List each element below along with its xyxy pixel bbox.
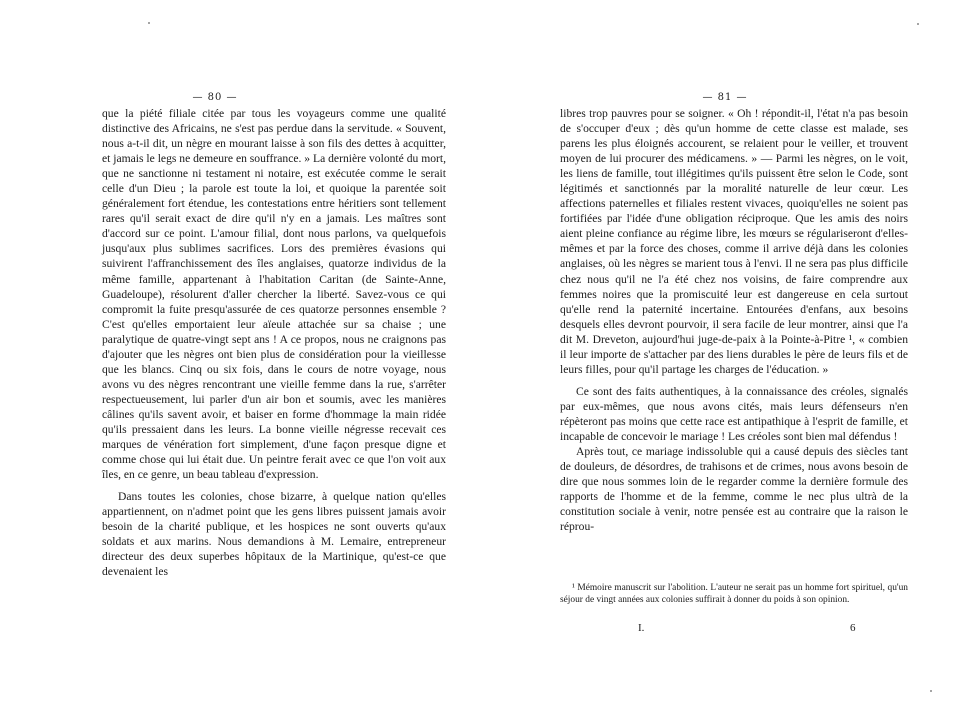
paper-speck [930, 690, 932, 692]
signature-mark: I. [638, 622, 645, 634]
footnote: ¹ Mémoire manuscrit sur l'abolition. L'auteur ne serait pas un homme fort spirituel, qu'un séjour de vingt années aux colonies suffirait à donner du poids à son opinion. [560, 583, 908, 605]
left-paragraph-2: Dans toutes les colonies, chose bizarre, à quelque nation qu'elles appartiennent, on n'admet point que les gens libres puissent jamais avoir besoin de la charité publique, et les hospices ne sont ouverts qu'aux soldats et aux marins. Nous demandions à M. Lemaire, entrepreneur directeur des deux superbes hôpitaux de la Martinique, qu'est-ce que devenaient les [102, 490, 446, 579]
right-page-body [560, 106, 908, 534]
page-number-right: — 81 — [702, 92, 748, 103]
sheet-number: 6 [850, 622, 856, 634]
paper-speck [148, 22, 150, 24]
page-number-left: — 80 — [192, 92, 238, 103]
left-page-body [102, 106, 446, 579]
right-paragraph-3: Après tout, ce mariage indissoluble qui a causé depuis des siècles tant de douleurs, de désordres, de trahisons et de crimes, nous avons besoin de dire que nous sommes loin de le regarder comme la dernière formule des rapports de l'homme et de la femme, comme le nec plus ultrà de la constitution sociale à venir, notre pensée est au contraire que la raison le réprou- [560, 445, 908, 534]
right-page [490, 0, 980, 722]
right-paragraph-1: libres trop pauvres pour se soigner. « Oh ! répondit-il, l'état n'a pas besoin de s'occuper d'eux ; dès qu'un homme de cette classe est malade, ses parens les plus éloignés accourent, se relaient pour le veiller, et trouvent moyen de lui procurer des médicamens. » — Parmi les nègres, on le voit, les liens de famille, tout illégitimes qu'ils puissent être selon le Code, sont légitimés et sanctionnés par la moralité naturelle de leur cœur. Les affections paternelles et filiales restent vivaces, quoiqu'elles ne soient pas fortifiées par l'idée d'une obligation réciproque. Que les amis des noirs aient pleine confiance au régime libre, les mœurs se régulariseront d'elles-mêmes et par la force des choses, comme il arrive déjà dans les colonies anglaises, où les nègres se marient tous à l'envi. Il ne sera pas plus difficile chez nous qu'il ne l'a été chez nos voisins, de faire comprendre aux femmes noires que la promiscuité leur est dangereuse en cela surtout qu'elle rend la paternité incertaine. Entourées d'enfans, aux besoins desquels elles devront pourvoir, il sera facile de leur montrer, ainsi que l'a dit M. Dreveton, aujourd'hui juge-de-paix à la Pointe-à-Pitre ¹, « combien il leur importe de s'attacher par des liens durables le père de leurs fils et de leurs filles, pour qu'il partage les charges de l'éducation. » [560, 107, 908, 376]
left-paragraph-1: que la piété filiale citée par tous les voyageurs comme une qualité distinctive des Africains, ne s'est pas perdue dans la servitude. « Souvent, nous a-t-il dit, un nègre en mourant laisse à son fils des dettes à acquitter, et jamais le legs ne demeure en souffrance. » La dernière volonté du mort, que ne sanctionne ni testament ni notaire, est exécutée comme le serait celle d'un Dieu ; la parole est toute la loi, et quoique la parentée soit généralement fort étendue, les contestations entre héritiers sont tellement rares qu'il serait exact de dire qu'il n'y en a jamais. Les maîtres sont d'accord sur ce point. L'amour filial, dont nous parlons, va quelquefois jusqu'aux plus sublimes sacrifices. Lors des premières évasions qui suivirent l'affranchissement des îles anglaises, quatorze individus de la même famille, appartenant à l'habitation Caritan (de Sainte-Anne, Guadeloupe), résolurent d'aller chercher la liberté. Savez-vous ce qui compromit la fuite presqu'assurée de ces quatorze personnes ensemble ? C'est qu'elles emportaient leur aïeule attachée sur sa chaise ; une paralytique de quatre-vingt sept ans ! A ce propos, nous ne craignons pas d'ajouter que les nègres ont bien plus de considération pour la vieillesse que les blancs. Cinq ou six fois, dans le cours de notre voyage, nous avons vu des nègres rencontrant une vieille femme dans la rue, s'arrêter respectueusement, lui parler d'un air bon et soumis, avec les manières câlines qu'ils savent avoir, et baiser en forme d'hommage la main ridée qu'ils pressaient dans les leurs. La bonne vieille négresse recevait ces marques de vénération fort simplement, d'une façon presque digne et comme chose qui lui était due. Un peintre ferait avec ce que l'on voit aux îles, en ce genre, un beau tableau d'expression. [102, 107, 446, 482]
right-paragraph-2: Ce sont des faits authentiques, à la connaissance des créoles, signalés par eux-mêmes, que nous avons cités, mais leurs défenseurs n'en répèteront pas moins que cette race est antipathique à l'esprit de famille, et incapable de concevoir le mariage ! Les créoles sont bien mal défendus ! [560, 384, 908, 443]
paper-speck [917, 23, 919, 25]
